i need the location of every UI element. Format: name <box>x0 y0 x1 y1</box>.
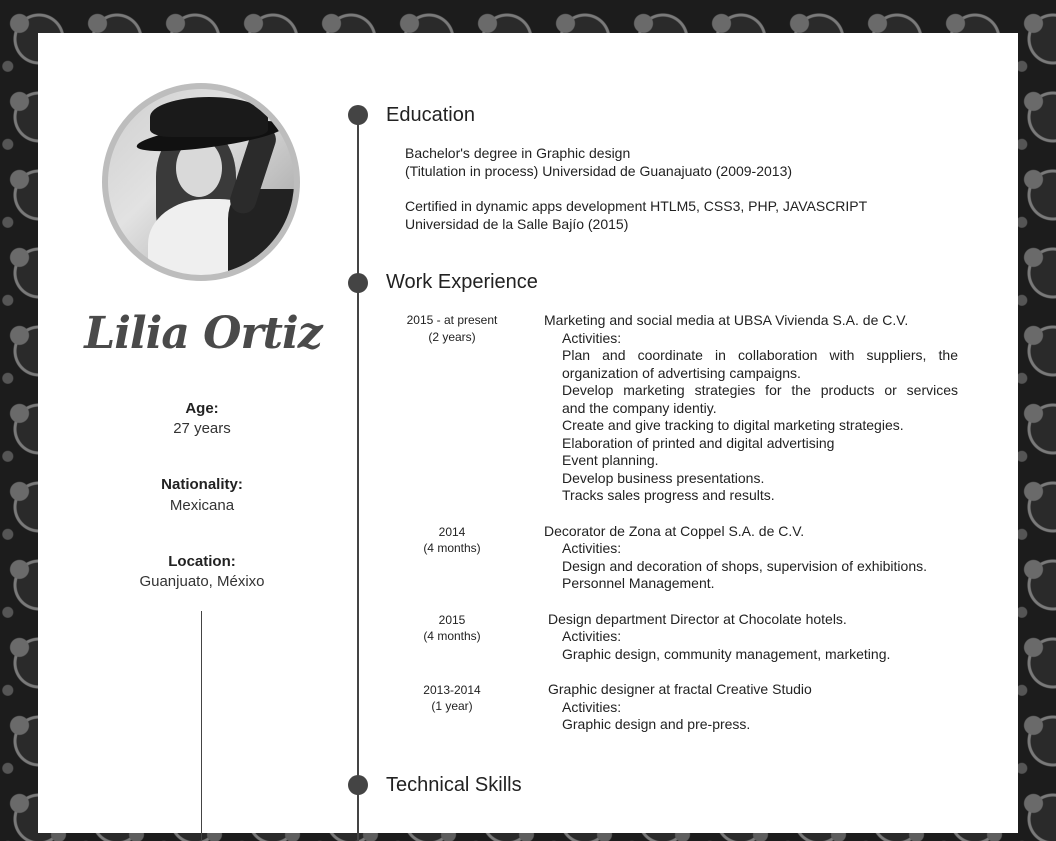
job-title: Graphic designer at fractal Creative Studio <box>548 681 812 697</box>
age-value: 27 years <box>173 420 231 437</box>
job-activity-line: organization of advertising campaigns. <box>562 365 801 381</box>
nationality-value: Mexicana <box>169 497 235 514</box>
job-activity-line: Event planning. <box>562 452 659 468</box>
job-date: 2015 - at present <box>406 313 498 327</box>
job-title: Design department Director at Chocolate hotels. <box>548 611 847 627</box>
resume-page <box>38 33 1018 833</box>
photo-hat-shape <box>150 97 268 137</box>
job-activity-line: Graphic design and pre-press. <box>562 716 751 732</box>
location-value: Guanjuato, Méxixo <box>139 573 265 590</box>
education-line: Certified in dynamic apps development HTLM5, CSS3, PHP, JAVASCRIPT <box>405 198 868 214</box>
skills-timeline-dot <box>348 775 368 795</box>
job-activities-label: Activities: <box>562 330 622 346</box>
job-activities-label: Activities: <box>562 628 622 644</box>
job-duration: (2 years) <box>428 330 476 344</box>
job-activity-line: Plan and coordinate in collaboration with suppliers, the <box>562 347 958 363</box>
profile-photo-image <box>108 89 294 275</box>
job-duration: (1 year) <box>431 699 473 713</box>
job-activity-line: Tracks sales progress and results. <box>562 487 775 503</box>
job-activity-line: Personnel Management. <box>562 575 715 591</box>
profile-name: Lilia Ortiz <box>84 308 322 359</box>
job-activities-label: Activities: <box>562 540 622 556</box>
work-timeline-dot <box>348 273 368 293</box>
job-activities-label: Activities: <box>562 699 622 715</box>
nationality-label: Nationality: <box>161 476 243 493</box>
job-activity-line: Graphic design, community management, marketing. <box>562 646 891 662</box>
job-activity-line: Elaboration of printed and digital advertising <box>562 435 835 451</box>
job-date: 2013-2014 <box>423 683 481 697</box>
education-heading: Education <box>386 104 475 126</box>
profile-photo <box>102 83 300 281</box>
education-timeline-dot <box>348 105 368 125</box>
job-duration: (4 months) <box>423 541 481 555</box>
education-line: Universidad de la Salle Bajío (2015) <box>405 216 629 232</box>
job-activity-line: and the company identiy. <box>562 400 717 416</box>
job-activity-line: Design and decoration of shops, supervision of exhibitions. <box>562 558 927 574</box>
location-label: Location: <box>168 553 236 570</box>
education-line: Bachelor's degree in Graphic design <box>405 145 631 161</box>
work-experience-heading: Work Experience <box>386 271 538 293</box>
job-date: 2015 <box>438 613 466 627</box>
education-line: (Titulation in process) Universidad de Guanajuato (2009-2013) <box>405 163 793 179</box>
age-label: Age: <box>185 400 219 417</box>
job-duration: (4 months) <box>423 629 481 643</box>
timeline-line <box>357 111 359 841</box>
job-activity-line: Create and give tracking to digital marketing strategies. <box>562 417 904 433</box>
job-activity-line: Develop marketing strategies for the products or services <box>562 382 958 398</box>
left-divider-line <box>201 611 202 841</box>
job-title: Decorator de Zona at Coppel S.A. de C.V. <box>544 523 805 539</box>
job-date: 2014 <box>438 525 466 539</box>
job-title: Marketing and social media at UBSA Vivienda S.A. de C.V. <box>544 312 909 328</box>
job-activity-line: Develop business presentations. <box>562 470 765 486</box>
technical-skills-heading: Technical Skills <box>386 774 522 796</box>
